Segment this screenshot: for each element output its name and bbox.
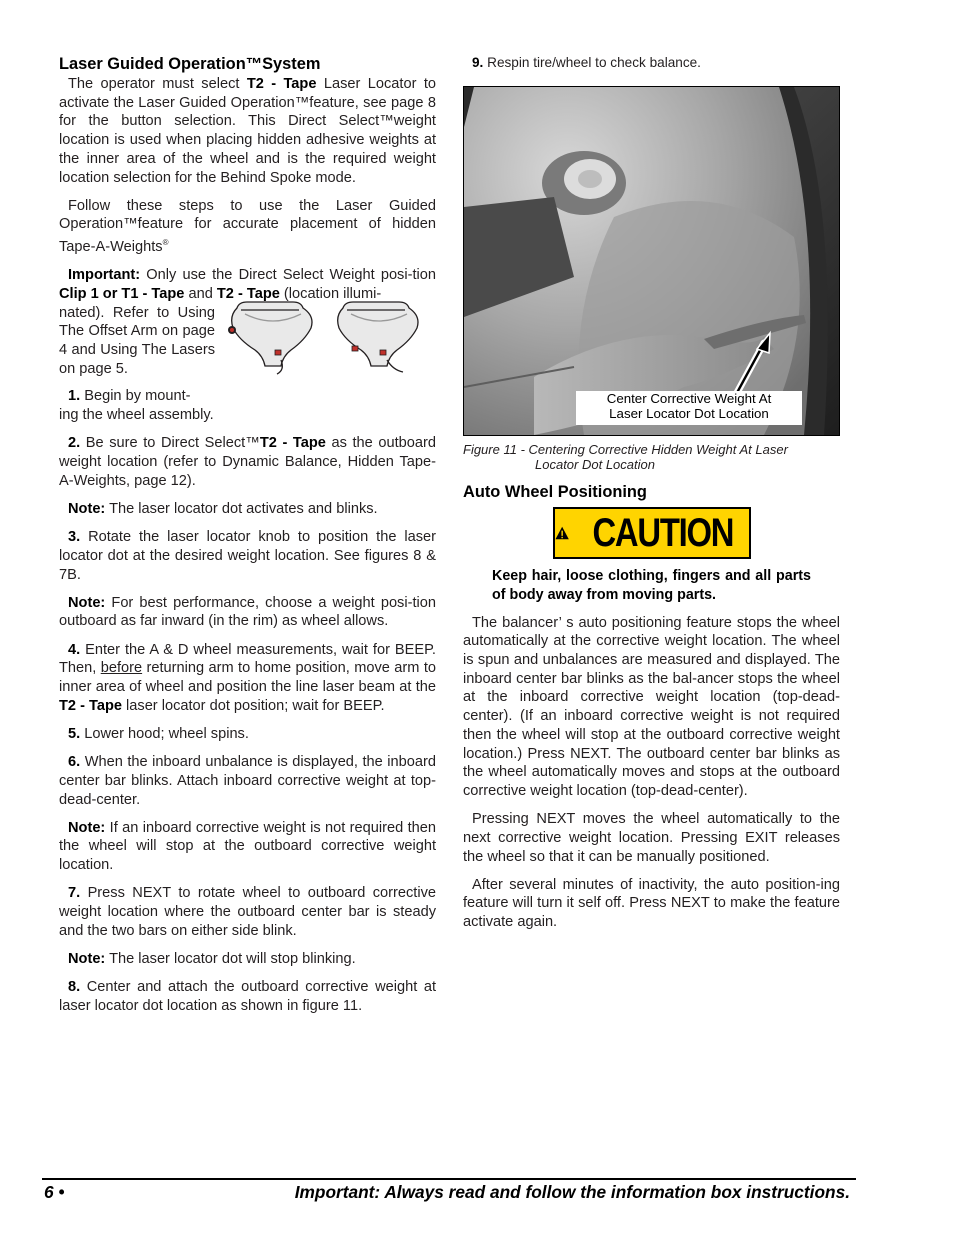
page-footer xyxy=(44,1181,850,1203)
footer-notice: Important: Always read and follow the information box instructions. xyxy=(294,1182,850,1202)
paragraph-intro: The operator must select T2 - Tape Laser Locator to activate the Laser Guided Operation™feature, see page 8 for the button selection. This Direct Select™weight location is used when placing hidden adhesive weights at the inner area of the wheel and is the required weight location selection for the Behind Spoke mode. xyxy=(59,76,436,186)
step-1: 1. Begin by mount- xyxy=(68,388,191,405)
wheel-cross-section-diagram xyxy=(225,298,439,378)
step-9: 9. Respin tire/wheel to check balance. xyxy=(472,55,701,70)
paragraph-important-continued: nated). Refer to Using The Offset Arm on page 4 and Using The Lasers on page 5. xyxy=(59,304,215,377)
left-column xyxy=(59,54,436,1025)
page-number: 6 • xyxy=(44,1182,65,1202)
step-4: 4. Enter the A & D wheel measurements, wait for BEEP. Then, before returning arm to home position, move arm to inner area of wheel and position the line laser beam at the T2 - Tape laser locator dot position; wait for BEEP. xyxy=(59,641,436,714)
note-4: Note: The laser locator dot will stop blinking. xyxy=(68,950,356,967)
caution-warning-text: Keep hair, loose clothing, fingers and all parts of body away from moving parts. xyxy=(492,568,811,603)
step-3: 3. Rotate the laser locator knob to position the laser locator dot at the desired weight location. See figures 8 & 7B. xyxy=(59,529,436,583)
step-6: 6. When the inboard unbalance is displayed, the inboard center bar blinks. Attach inboard corrective weight at top-dead-center. xyxy=(59,754,436,808)
note-3: Note: If an inboard corrective weight is not required then the wheel will stop at the outboard corrective weight location. xyxy=(59,819,436,874)
note-2: Note: For best performance, choose a weight posi-tion outboard as far inward (in the rim) as wheel allows. xyxy=(59,594,436,630)
step-5: 5. Lower hood; wheel spins. xyxy=(68,725,249,742)
warning-triangle-icon xyxy=(555,519,569,547)
step-7: 7. Press NEXT to rotate wheel to outboard corrective weight location where the outboard center bar is steady and the two bars on either side blink. xyxy=(59,885,436,939)
figure-11-caption: Figure 11 - Centering Corrective Hidden Weight At Laser Locator Dot Location xyxy=(463,441,788,473)
section-heading-auto-wheel: Auto Wheel Positioning xyxy=(463,483,647,502)
paragraph-next-exit: Pressing NEXT moves the wheel automatically to the next corrective weight location. Pressing EXIT releases the wheel so that it can be manually positioned. xyxy=(463,811,840,865)
section-heading-laser-guided: Laser Guided Operation™System xyxy=(59,55,321,73)
caution-label xyxy=(553,507,751,559)
paragraph-auto-positioning: The balancer’ s auto positioning feature stops the wheel automatically at the corrective weight location. The wheel is spun and unbalances are measured and displayed. The inboard center bar blinks as the bal-ancer stops the wheel at the inboard corrective weight location (top-dead-center). (If an inboard corrective weight is not required then the wheel will stop at the outboard corrective weight location.) Press NEXT. The outboard center bar blinks as the wheel automatically moves and stops at the outboard corrective weight location (top-dead-center). xyxy=(463,614,840,799)
step-1-continued: ing the wheel assembly. xyxy=(59,407,214,424)
note-1: Note: The laser locator dot activates and blinks. xyxy=(68,500,378,517)
footer-rule xyxy=(42,1178,856,1180)
wheel-photo-illustration xyxy=(464,87,839,435)
figure-11-photo xyxy=(463,86,840,436)
caution-word: CAUTION xyxy=(592,510,734,555)
paragraph-inactivity: After several minutes of inactivity, the auto position-ing feature will turn it self off. Press NEXT to make the feature activate again. xyxy=(463,876,840,931)
paragraph-follow-steps: Follow these steps to use the Laser Guided Operation™feature for accurate placement of hidden Tape-A-Weights® xyxy=(59,197,436,255)
step-2: 2. Be sure to Direct Select™T2 - Tape as the outboard weight location (refer to Dynamic Balance, Hidden Tape-A-Weights, page 12). xyxy=(59,435,436,489)
paragraph-important: Important: Only use the Direct Select Weight posi-tion Clip 1 or T1 - Tape and T2 - Tape (location illumi- xyxy=(59,267,436,302)
right-column xyxy=(463,54,840,941)
photo-label: Center Corrective Weight At Laser Locator Dot Location xyxy=(576,391,802,425)
important-wrap xyxy=(59,304,436,379)
step-8: 8. Center and attach the outboard corrective weight at laser locator dot location as shown in figure 11. xyxy=(59,979,436,1014)
